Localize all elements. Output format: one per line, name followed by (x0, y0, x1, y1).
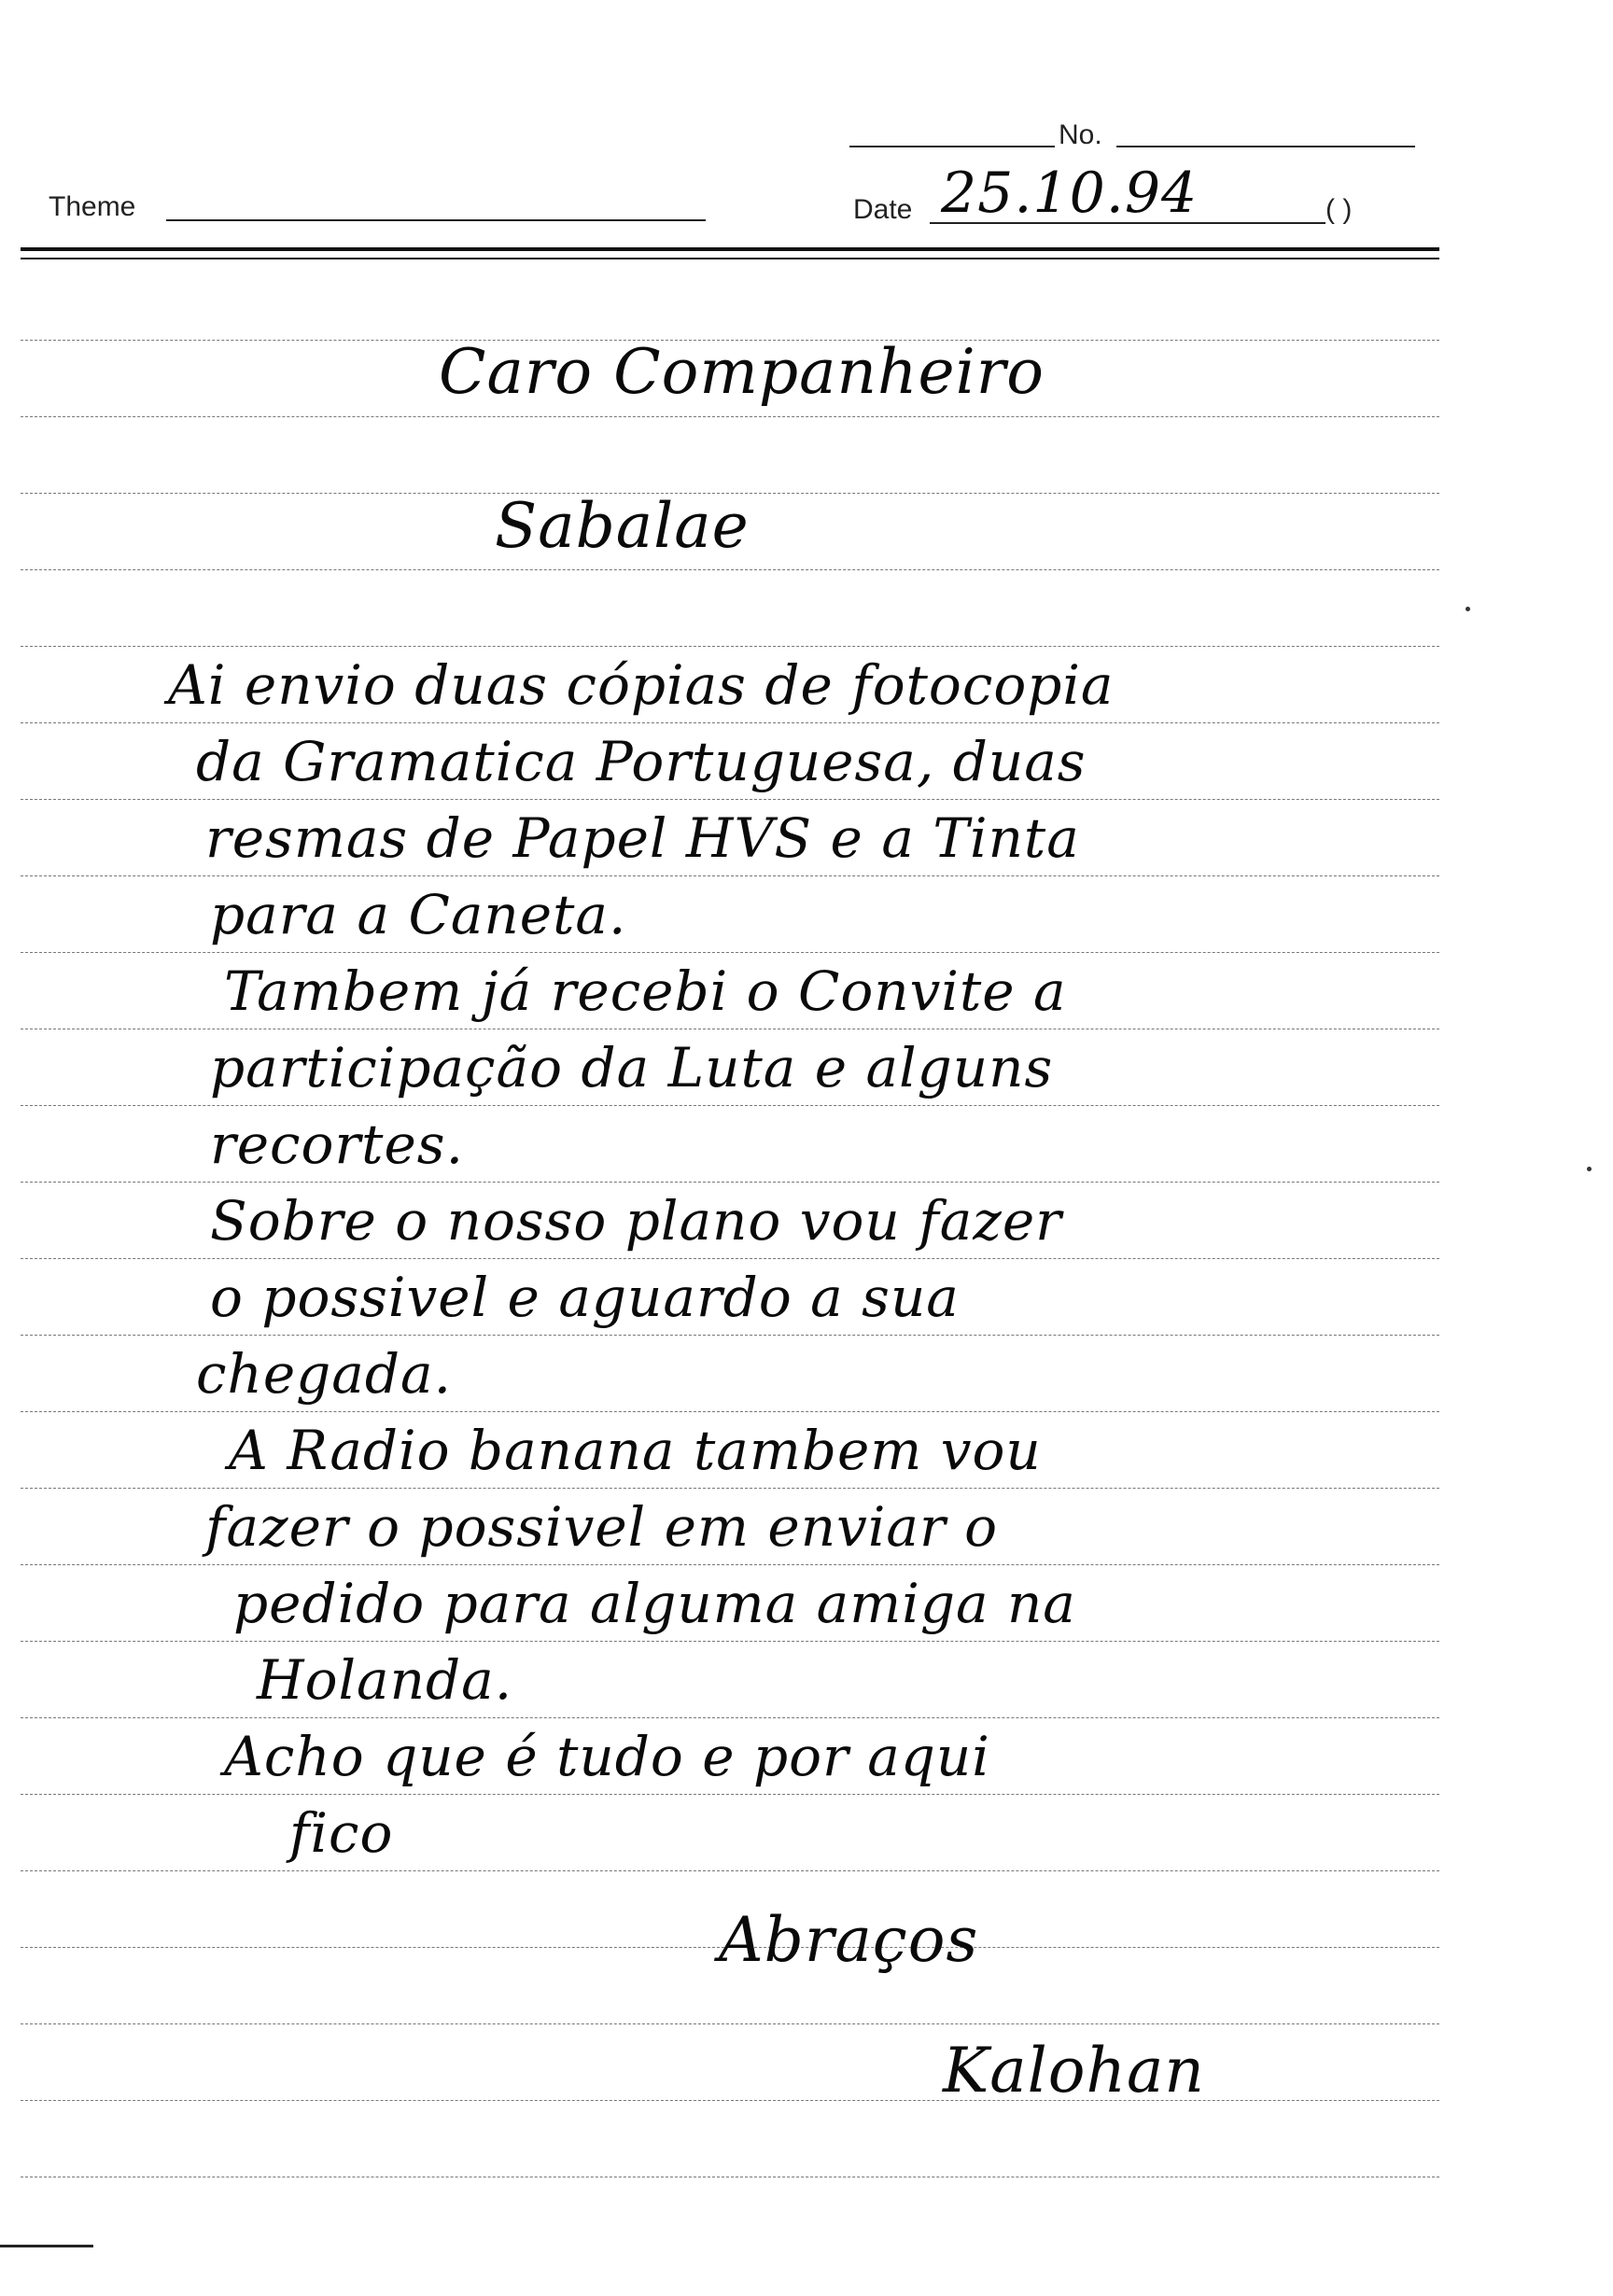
ruled-line (21, 1564, 1439, 1565)
header-rule-thin (21, 258, 1439, 259)
ruled-line (21, 1335, 1439, 1336)
ruled-line (21, 1258, 1439, 1259)
ruled-line (21, 569, 1439, 570)
salutation: Caro Companheiro (439, 336, 1045, 408)
letter-line: participação da Luta e alguns (210, 1036, 1054, 1099)
ruled-line (21, 722, 1439, 723)
ruled-line (21, 1488, 1439, 1489)
header-rule-thick (21, 247, 1439, 251)
ruled-line (21, 1105, 1439, 1106)
letter-line: resmas de Papel HVS e a Tinta (205, 806, 1080, 870)
letter-line: Tambem já recebi o Convite a (224, 959, 1067, 1023)
letter-line: Holanda. (257, 1648, 513, 1712)
ruled-line (21, 416, 1439, 417)
date-label: Date (853, 194, 913, 225)
ruled-line (21, 1411, 1439, 1412)
letter-line: fico (289, 1801, 394, 1865)
scan-edge-mark (0, 2245, 93, 2247)
ruled-line (21, 2023, 1439, 2024)
scan-speck (1466, 607, 1470, 611)
ruled-line (21, 2100, 1439, 2101)
date-parentheses: ( ) (1325, 194, 1353, 225)
number-rule-right (1116, 146, 1415, 147)
handwritten-date: 25.10.94 (941, 161, 1199, 226)
letter-line: o possivel e aguardo a sua (210, 1266, 960, 1329)
letter-line: para a Caneta. (210, 883, 627, 946)
closing: Abraços (719, 1904, 979, 1976)
theme-label: Theme (49, 191, 136, 222)
letter-line: pedido para alguma amiga na (233, 1572, 1076, 1635)
letter-line: da Gramatica Portuguesa, duas (196, 730, 1087, 793)
scan-speck (1587, 1167, 1592, 1171)
letter-line: chegada. (196, 1342, 453, 1406)
ruled-line (21, 952, 1439, 953)
letter-line: fazer o possivel em enviar o (205, 1495, 999, 1559)
theme-rule (166, 219, 706, 221)
ruled-line (21, 1717, 1439, 1718)
ruled-line (21, 875, 1439, 876)
ruled-line (21, 1870, 1439, 1871)
letter-line: Ai envio duas cópias de fotocopia (168, 653, 1115, 717)
recipient-name: Sabalae (495, 490, 750, 562)
ruled-line (21, 1794, 1439, 1795)
signature: Kalohan (943, 2035, 1205, 2107)
letter-line: Acho que é tudo e por aqui (224, 1725, 990, 1788)
ruled-line (21, 1641, 1439, 1642)
ruled-line (21, 646, 1439, 647)
letter-line: recortes. (210, 1113, 465, 1176)
ruled-line (21, 1182, 1439, 1183)
letter-line: Sobre o nosso plano vou fazer (210, 1189, 1062, 1253)
number-label: No. (1059, 119, 1102, 150)
letter-line: A Radio banana tambem vou (229, 1419, 1042, 1482)
number-rule-left (849, 146, 1055, 147)
ruled-line (21, 799, 1439, 800)
